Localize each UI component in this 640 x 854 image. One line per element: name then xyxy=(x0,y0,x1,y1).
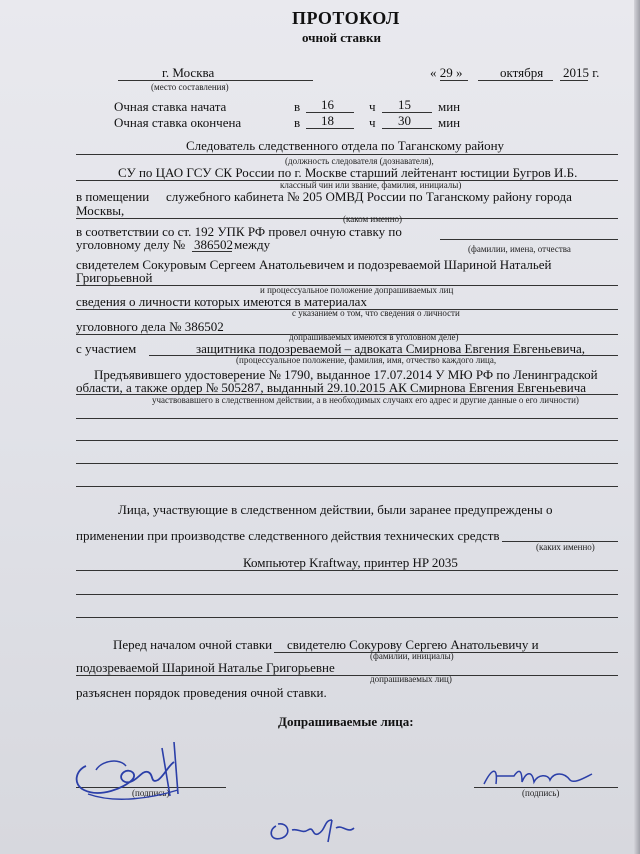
info-caption-2: допрашиваемых имеются в уголовном деле) xyxy=(289,332,459,342)
start-ch: ч xyxy=(369,99,376,114)
before-caption-1: (фамилии, инициалы) xyxy=(370,651,454,661)
place-caption: (место составления) xyxy=(151,82,229,92)
investigator-caption-2: классный чин или звание, фамилия, инициалы) xyxy=(280,180,462,190)
investigator-rule-1 xyxy=(76,154,618,155)
persons-heading: Допрашиваемые лица: xyxy=(278,714,414,729)
info-line-2: уголовного дела № 386502 xyxy=(76,319,224,334)
accordance-line-1: в соответствии со ст. 192 УПК РФ провел очную ставку по xyxy=(76,224,402,239)
tech-rule-2 xyxy=(76,570,618,571)
end-label: Очная ставка окончена xyxy=(114,115,242,130)
year-line xyxy=(560,80,588,81)
day-line xyxy=(440,80,468,81)
before-rule-2 xyxy=(76,675,618,676)
parties-line-2: Григорьевной xyxy=(76,270,153,285)
month-line xyxy=(478,80,553,81)
end-ch: ч xyxy=(369,115,376,130)
start-minute: 15 xyxy=(398,97,411,112)
end-hour: 18 xyxy=(321,113,334,128)
investigator-line-1: Следователь следственного отдела по Таганскому району xyxy=(186,138,505,153)
premises-caption: (каком именно) xyxy=(343,214,403,224)
investigator-line-2: СУ по ЦАО ГСУ СК России по г. Москве старший лейтенант юстиции Бугров И.Б. xyxy=(118,165,578,180)
end-minute-line xyxy=(382,128,432,129)
place-city: г. Москва xyxy=(162,65,215,80)
accordance-caption: (фамилии, имена, отчества xyxy=(468,244,571,254)
witness-signature xyxy=(66,740,196,806)
defender-signature xyxy=(262,808,358,848)
parties-line-1: свидетелем Сокуровым Сергеем Анатольевичем и подозреваемой Шариной Натальей xyxy=(76,257,552,272)
participation-line-2: Предъявившего удостоверение № 1790, выданное 17.07.2014 У МЮ РФ по Ленинградской xyxy=(94,367,598,382)
before-caption-2: допрашиваемых лиц) xyxy=(370,674,452,684)
accordance-rule xyxy=(440,239,618,240)
start-label: Очная ставка начата xyxy=(114,99,227,114)
page-edge xyxy=(634,0,640,854)
suspect-signature xyxy=(478,760,598,790)
participation-caption: (процессуальное положение, фамилия, имя, отчество каждого лица, xyxy=(236,355,497,365)
accordance-prefix: уголовному делу № xyxy=(76,237,186,252)
investigator-caption-1: (должность следователя (дознавателя), xyxy=(285,156,434,166)
signature-caption-left: (подпись) xyxy=(132,788,170,798)
blank-line xyxy=(76,594,618,595)
date-day: « 29 » xyxy=(430,65,463,80)
before-text-2: подозреваемой Шариной Наталье Григорьевне xyxy=(76,660,335,675)
document-title: ПРОТОКОЛ xyxy=(292,8,400,28)
blank-line xyxy=(76,440,618,441)
premises-text-2: Москвы, xyxy=(76,203,125,218)
start-min: мин xyxy=(438,99,461,114)
date-year: 2015 г. xyxy=(563,65,600,80)
parties-caption: и процессуальное положение допрашиваемых лиц xyxy=(260,285,454,295)
blank-line xyxy=(76,418,618,419)
date-month: октября xyxy=(500,65,544,80)
before-line-3: разъяснен порядок проведения очной ставки. xyxy=(76,685,327,700)
info-line-1: сведения о личности которых имеются в материалах xyxy=(76,294,367,309)
participation-line-3: области, а также ордер № 505287, выданный 29.10.2015 АК Смирнова Евгения Евгеньевича xyxy=(76,380,587,395)
premises-label: в помещении xyxy=(76,189,150,204)
before-text-1: свидетелю Сокурову Сергею Анатольевичу и xyxy=(287,637,539,652)
start-v: в xyxy=(294,99,301,114)
tech-line-1: Лица, участвующие в следственном действии, были заранее предупреждены о xyxy=(118,502,553,517)
end-min: мин xyxy=(438,115,461,130)
signature-caption-right: (подпись) xyxy=(522,788,560,798)
premises-text-1: служебного кабинета № 205 ОМВД России по Таганскому району города xyxy=(166,189,572,204)
start-hour: 16 xyxy=(321,97,334,112)
blank-line xyxy=(76,486,618,487)
end-v: в xyxy=(294,115,301,130)
info-caption-1: с указанием о том, что сведения о личности xyxy=(292,308,460,318)
accordance-suffix: между xyxy=(234,237,271,252)
document-subtitle: очной ставки xyxy=(302,30,382,45)
end-hour-line xyxy=(306,128,354,129)
case-number-line xyxy=(192,251,232,252)
end-minute: 30 xyxy=(398,113,411,128)
participation-caption-2: участвовавшего в следственном действии, а в необходимых случаях его адрес и другие данные о его личности) xyxy=(152,395,579,405)
participation-label: с участием xyxy=(76,341,137,356)
tech-caption: (каких именно) xyxy=(536,542,595,552)
tech-value: Компьютер Kraftway, принтер HP 2035 xyxy=(243,555,458,570)
place-line xyxy=(118,80,313,81)
before-label: Перед началом очной ставки xyxy=(113,637,273,652)
tech-line-2: применении при производстве следственного действия технических средств xyxy=(76,528,500,543)
participation-text: защитника подозреваемой – адвоката Смирнова Евгения Евгеньевича, xyxy=(196,341,586,356)
case-number: 386502 xyxy=(194,237,233,252)
blank-line xyxy=(76,463,618,464)
blank-line xyxy=(76,617,618,618)
